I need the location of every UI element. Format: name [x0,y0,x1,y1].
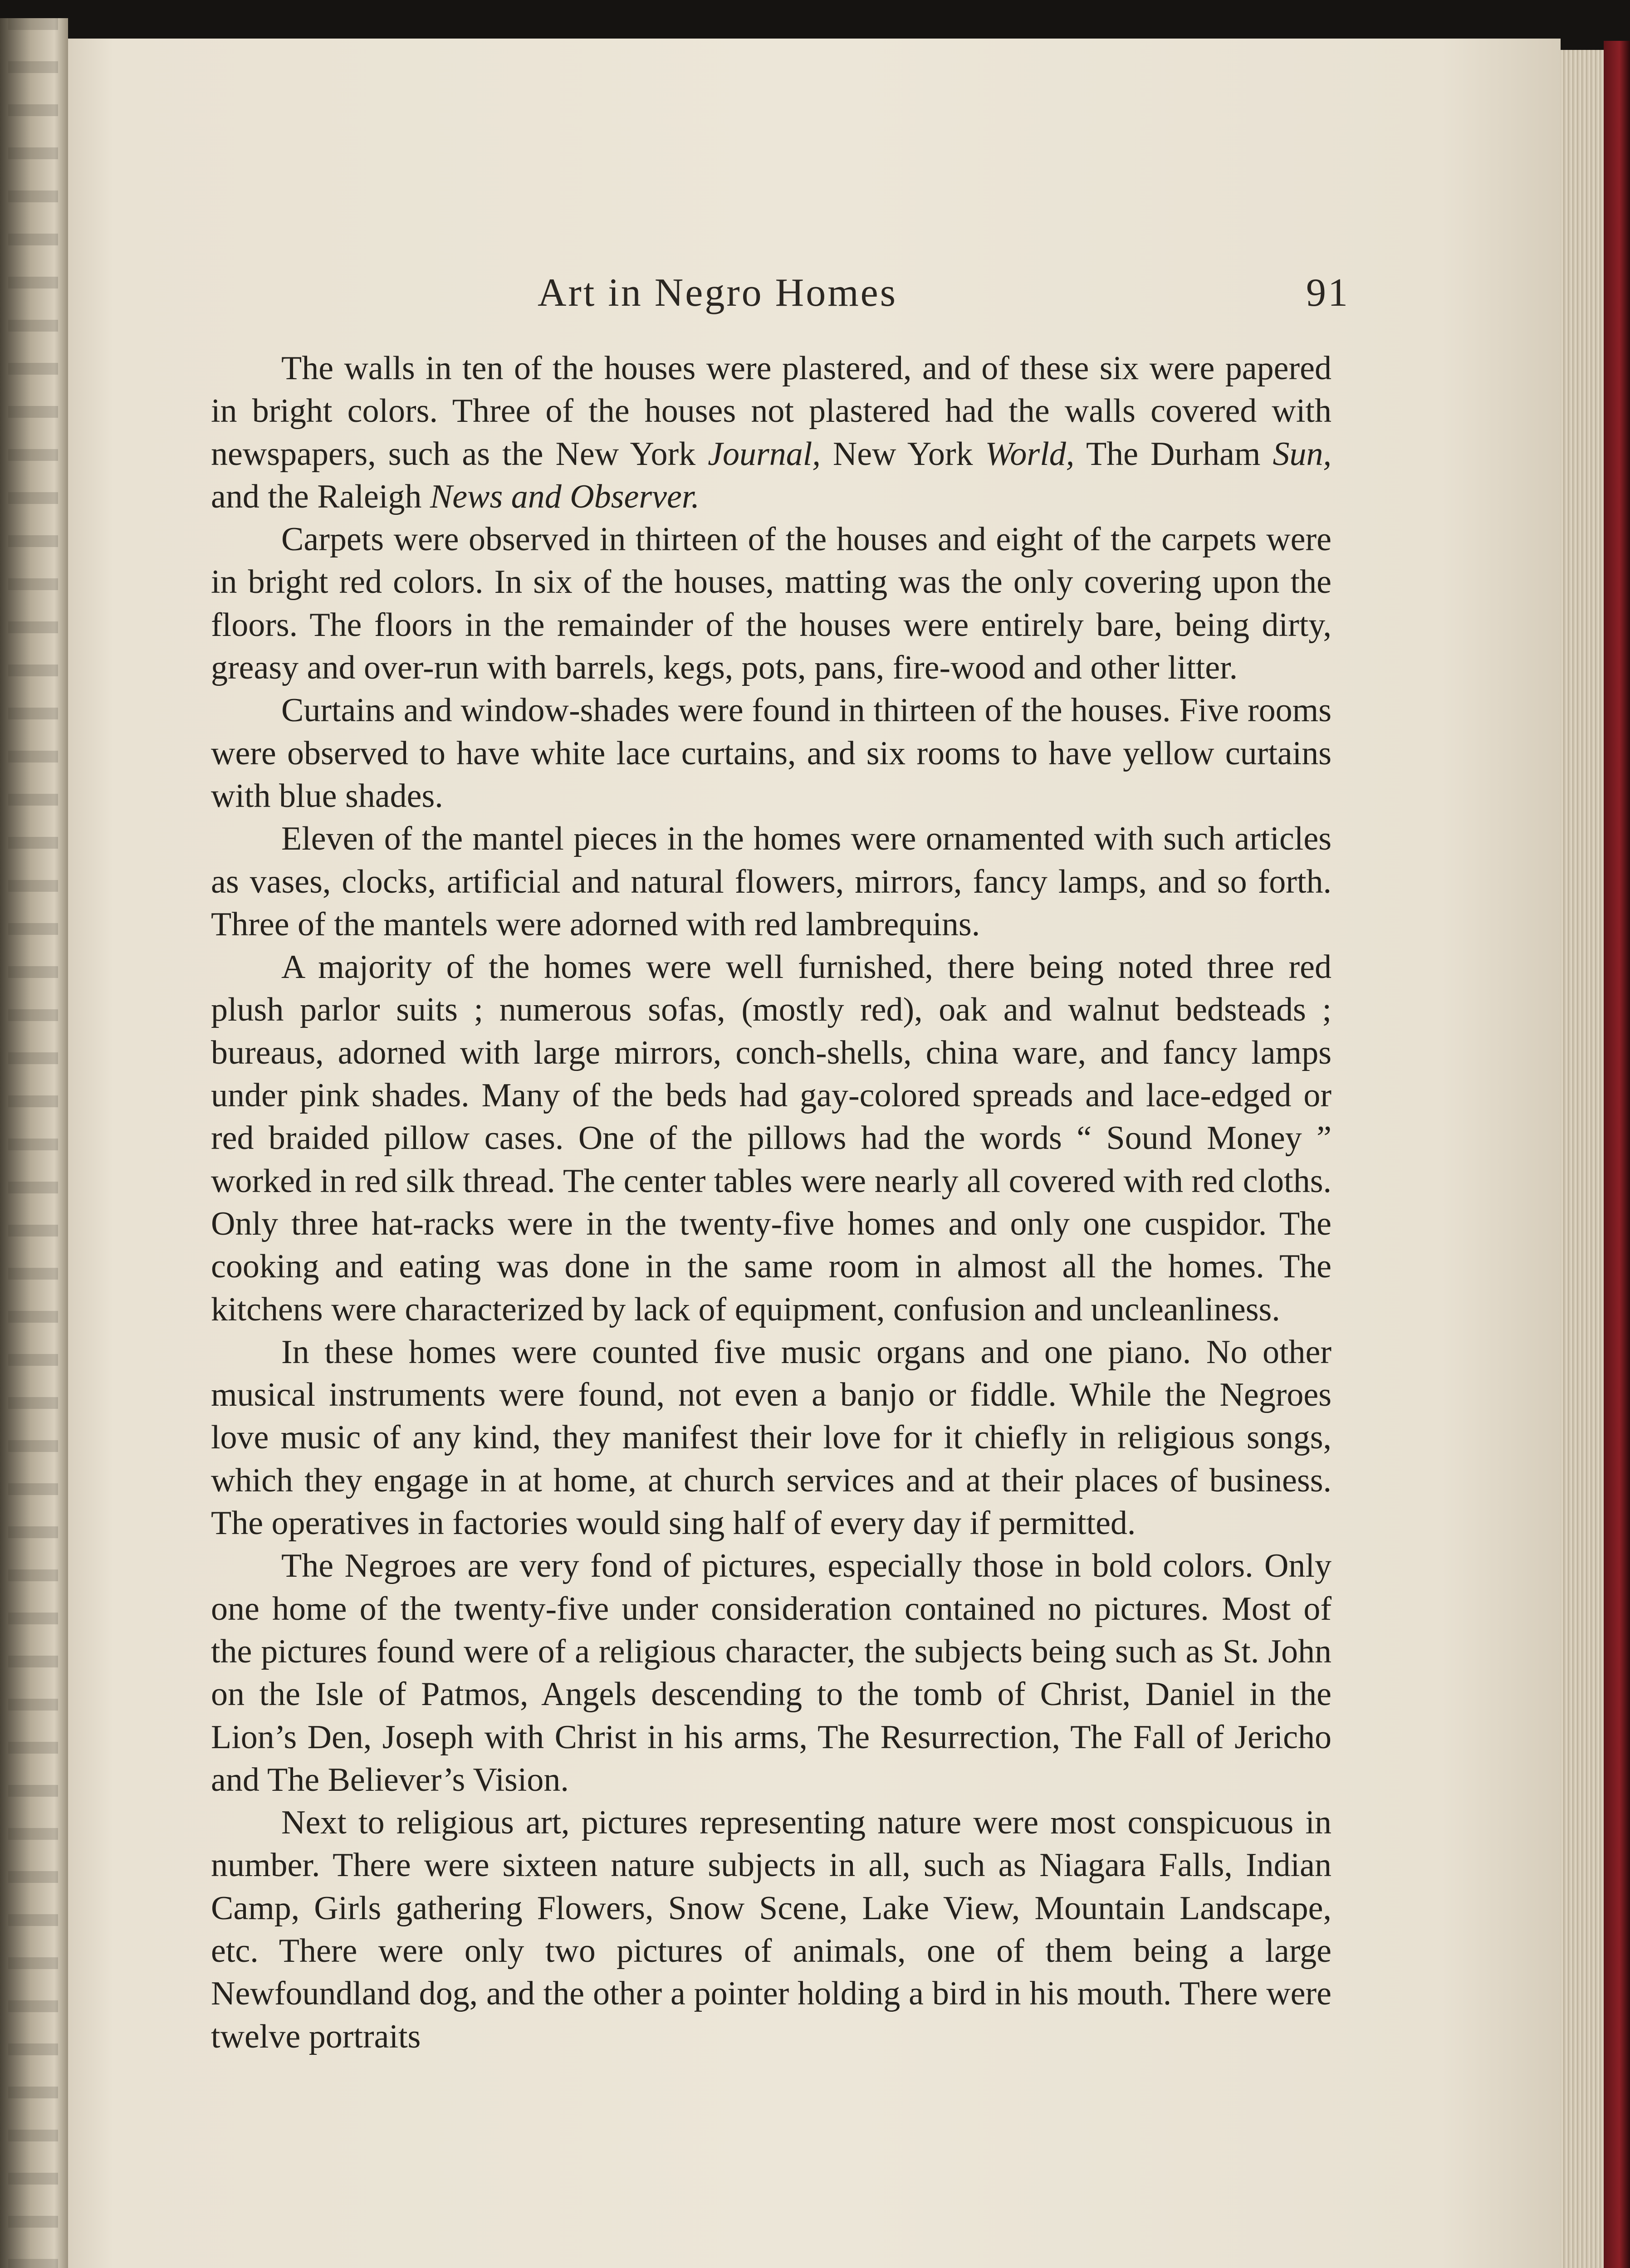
italic-text: News and Observer. [430,478,700,515]
book-binding [1604,41,1630,2268]
text-run: Next to religious art, pictures representing nature were most conspicuous in number. There were sixteen nature subjects in all, such as Niagara Falls, Indian Camp, Girls gathering Flowers, Snow Scene, Lake View, Mountain Landscape, etc. There were only two pictures of animals, one of them being a large Newfoundland dog, and the other a pointer holding a bird in his mouth. There were twelve portraits [211,1804,1331,2055]
text-run: Curtains and window-shades were found in thirteen of the houses. Five rooms were observed to have white lace curtains, and six rooms to have yellow curtains with blue shades. [211,692,1331,815]
paragraph [211,347,1331,518]
paragraph [211,1331,1331,1545]
paragraph [211,1801,1331,2058]
page-header [211,270,1350,324]
paragraph [211,689,1331,817]
paragraph [211,518,1331,689]
text-run: A majority of the homes were well furnished, there being noted three red plush parlor suits ; numerous sofas, (mostly red), oak and walnut bedsteads ; bureaus, adorned with large mirrors, conch-shells, china ware, and fancy lamps under pink shades. Many of the beds had gay-colored spreads and lace-edged or red braided pillow cases. One of the pillows had the words “ Sound Money ” worked in red silk thread. The center tables were nearly all covered with red cloths. Only three hat-racks were in the twenty-five homes and only one cuspidor. The cooking and eating was done in the same room in almost all the homes. The kitchens were characterized by lack of equipment, confusion and uncleanliness. [211,948,1331,1328]
body-text [211,347,1331,2058]
paragraph [211,817,1331,946]
text-run: In these homes were counted five music organs and one piano. No other musical instruments were found, not even a banjo or fiddle. While the Negroes love music of any kind, they manifest their love for it chiefly in religious songs, which they engage in at home, at church services and at their places of business. The operatives in factories would sing half of every day if permitted. [211,1333,1331,1542]
italic-text: Sun, [1273,435,1332,473]
text-run: New York [820,435,985,473]
previous-page-text-bleed [8,18,58,2268]
text-run: and the Raleigh [211,478,430,515]
text-run: The Negroes are very fond of pictures, especially those in bold colors. Only one home of the twenty-five under consideration contained no pictures. Most of the pictures found were of a religious character, the subjects being such as St. John on the Isle of Patmos, Angels descending to the tomb of Christ, Daniel in the Lion’s Den, Joseph with Christ in his arms, The Resurrection, The Fall of Jericho and The Believer’s Vision. [211,1547,1331,1799]
previous-page-edge [0,18,68,2268]
text-run: The walls in ten of the houses were plastered, and of these six were papered in bright colors. Three of the houses not plastered had the walls covered with newspapers, such as the New York [211,350,1331,473]
italic-text: World, [985,435,1075,473]
paragraph [211,946,1331,1331]
page-number: 91 [1306,271,1350,315]
paragraph [211,1545,1331,1801]
text-run: Eleven of the mantel pieces in the homes were ornamented with such articles as vases, clocks, artificial and natural flowers, mirrors, fancy lamps, and so forth. Three of the mantels were adorned with red lambrequins. [211,820,1331,943]
italic-text: Journal, [708,435,821,473]
text-run: Carpets were observed in thirteen of the houses and eight of the carpets were in bright red colors. In six of the houses, matting was the only covering upon the floors. The floors in the remainder of the houses were entirely bare, being dirty, greasy and over-run with barrels, kegs, pots, pans, fire-wood and other litter. [211,521,1331,687]
running-head: Art in Negro Homes [538,271,897,315]
text-run: The Durham [1074,435,1273,473]
